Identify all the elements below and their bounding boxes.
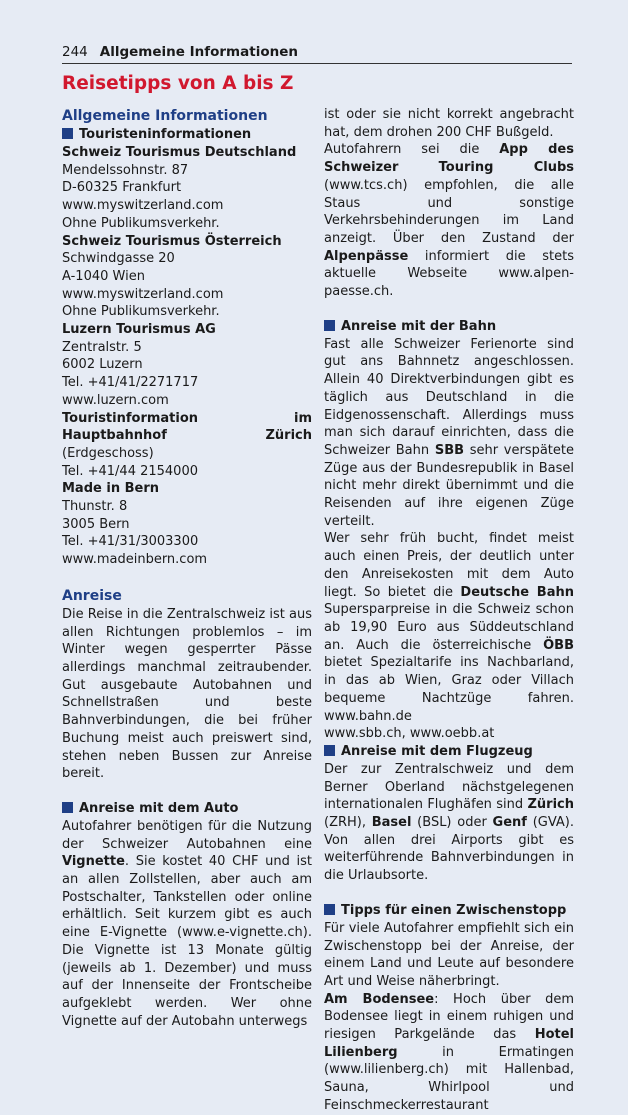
contact-line: Schwindgasse 20 [62,251,175,267]
bullet-square-icon [324,320,335,331]
contact-block [62,410,312,481]
subheading-flugzeug: Anreise mit dem Flugzeug [324,743,574,761]
bullet-square-icon [324,904,335,915]
contact-line: 3005 Bern [62,516,130,532]
paragraph: Für viele Autofahrer empfiehlt sich ein Zwischenstopp bei der Anreise, der einem Land und Leute auf besondere Art und Weise näherbringt. [324,920,574,989]
contact-line: Mendelssohnstr. 87 [62,162,189,178]
subheading-bahn: Anreise mit der Bahn [324,318,574,336]
contact-block [62,144,312,233]
contact-block [62,480,312,569]
contact-name: Schweiz Tourismus Österreich [62,233,282,249]
paragraph: Autofahrern sei die App des Schweizer Touring Clubs (www.tcs.ch) empfohlen, die alle Staus und sonstige Verkehrsbehinderungen im Land anzeigt. Über den Zustand der Alpenpässe informiert die stets aktuelle Webseite www.alpen-paesse.ch. [324,142,574,300]
bullet-square-icon [62,802,73,813]
subheading-auto: Anreise mit dem Auto [62,800,312,818]
contact-line: Ohne Publikumsverkehr. [62,304,220,320]
contact-line: Tel. +41/44 2154000 [62,463,198,479]
contact-line: Zentralstr. 5 [62,339,142,355]
contact-block [62,233,312,322]
bullet-square-icon [62,128,73,139]
contact-block [62,321,312,410]
contact-line: 6002 Luzern [62,357,143,373]
paragraph: www.sbb.ch, www.oebb.at [324,726,495,742]
chapter-title: Reisetipps von A bis Z [62,73,294,94]
right-column [324,106,574,1115]
contact-line: www.luzern.com [62,392,169,408]
contact-line: Thunstr. 8 [62,499,128,515]
section-title-allgemeine: Allgemeine Informationen [62,108,268,124]
contact-line: Tel. +41/31/3003300 [62,534,199,550]
paragraph: Wer sehr früh bucht, findet meist auch einen Preis, der deutlich unter den Anreisekosten mit dem Auto liegt. So bietet die Deutsche Bahn Supersparpreise in die Schweiz schon ab 19,90 Euro aus Süddeutschland an. Auch die österreichische ÖBB bietet Spezialtarife ins Nachbarland, in das ab Wien, Graz oder Villach bequeme Nachtzüge fahren. www.bahn.de [324,531,574,724]
left-column [62,106,312,1030]
bullet-square-icon [324,745,335,756]
paragraph: Autofahrer benötigen für die Nutzung der Schweizer Autobahnen eine Vignette. Sie kostet 40 CHF und ist an allen Zollstellen, aber auch am Postschalter, Tankstellen oder online erhältlich. Seit kurzem gibt es auch eine E-Vignette (www.e-vignette.ch). Die Vignette ist 13 Monate gültig (jeweils ab 1. Dezember) und muss auf der Innenseite der Frontscheibe aufgeklebt werden. Wer ohne Vignette auf der Autobahn unterwegs [62,818,312,1029]
contact-line: Ohne Publikumsverkehr. [62,215,220,231]
paragraph: Der zur Zentralschweiz und dem Berner Oberland nächstgelegenen internationalen Flughäfen sind Zürich (ZRH), Basel (BSL) oder Genf (GVA). Von allen drei Airports gibt es weiterführende Bahnverbindungen in die Urlaubsorte. [324,761,574,884]
running-title: Allgemeine Informationen [99,44,298,60]
paragraph: ist oder sie nicht korrekt angebracht hat, dem drohen 200 CHF Bußgeld. [324,107,574,140]
contact-line: www.myswitzerland.com [62,198,224,214]
paragraph: Fast alle Schweizer Ferienorte sind gut ans Bahnnetz angeschlossen. Allein 40 Direktverbindungen gibt es täglich aus Deutschland in die Eidgenossenschaft. Allerdings muss man sich darauf einrichten, dass die Schweizer Bahn SBB sehr verspätete Züge aus der Bundesrepublik in Basel nicht mehr direkt übernimmt und die Reisenden auf ihre eigenen Züge verteilt. [324,336,574,529]
contact-line: D-60325 Frankfurt [62,180,182,196]
contact-name: Luzern Tourismus AG [62,322,216,338]
contact-line: Tel. +41/41/2271717 [62,375,199,391]
contact-name: Made in Bern [62,481,159,497]
contact-line: www.myswitzerland.com [62,286,224,302]
section-title-anreise: Anreise [62,587,122,604]
contact-line: www.madeinbern.com [62,552,208,568]
page-number: 244 [62,44,88,60]
subheading-touristeninformationen: Touristeninformationen [62,126,312,144]
paragraph: Am Bodensee: Hoch über dem Bodensee liegt in einem ruhigen und riesigen Parkgelände das Hotel Lilienberg in Ermatingen (www.lilienberg.ch) mit Hallenbad, Sauna, Whirlpool und Feinschmeckerrestaurant [324,991,574,1113]
contact-name: Schweiz Tourismus Deutschland [62,145,297,160]
running-head [62,43,572,64]
subheading-zwischenstopp: Tipps für einen Zwischenstopp [324,902,574,920]
paragraph: Die Reise in die Zentralschweiz ist aus allen Richtungen problemlos – im Winter wegen gesperrter Pässe allerdings manchmal zeitraubender. Gut ausgebaute Autobahnen und Schnellstraßen und beste Bahnverbindungen, die bei früher Buchung meist auch preiswert sind, stehen neben Bussen zur Anreise bereit. [62,606,312,782]
contact-line: A-1040 Wien [62,268,145,284]
contact-name: Touristinformation im Hauptbahnhof Zürich (Erdgeschoss) [62,410,312,461]
